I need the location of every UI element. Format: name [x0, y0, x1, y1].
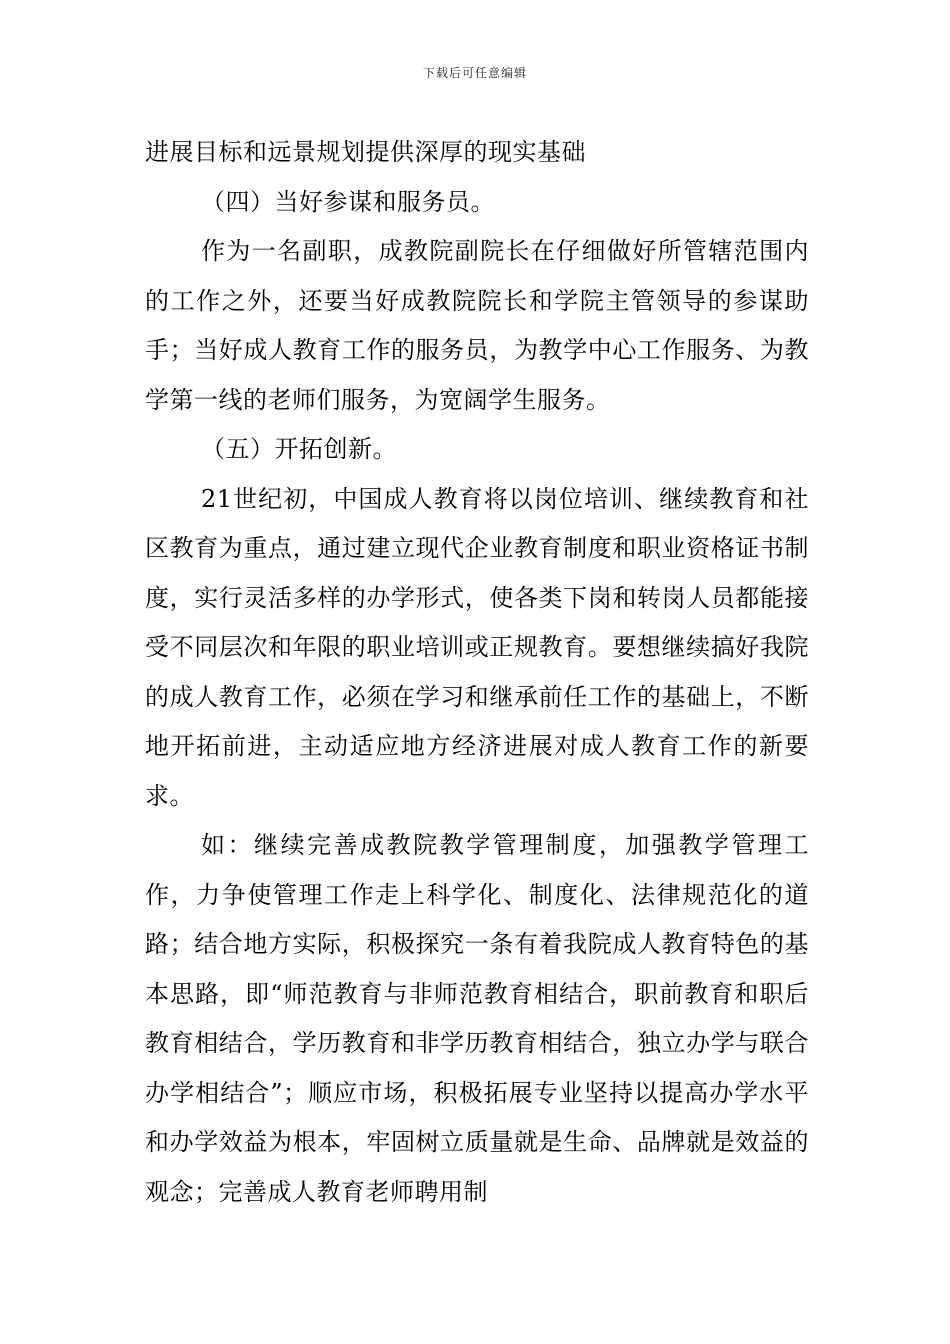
- section-heading-5: （五）开拓创新。: [201, 435, 397, 463]
- page-header-note: 下载后可任意编辑: [422, 66, 527, 80]
- paragraph-example: 如：继续完善成教院教学管理制度，加强教学管理工作，力争使管理工作走上科学化、制度化、法律规范化的道路；结合地方实际，积极探究一条有着我院成人教育特色的基本思路，即“师范教育与非师范教育相结合，职前教育和职后教育相结合，学历教育和非学历教育相结合，独立办学与联合办学相结合”；顺应市场，积极拓展专业坚持以提高办学水平和办学效益为根本，牢固树立质量就是生命、品牌就是效益的观念；完善成人教育老师聘用制: [145, 831, 809, 1206]
- paragraph-innovation: 21世纪初，中国成人教育将以岗位培训、继续教育和社区教育为重点，通过建立现代企业教育制度和职业资格证书制度，实行灵活多样的办学形式，使各类下岗和转岗人员都能接受不同层次和年限的职业培训或正规教育。要想继续搞好我院的成人教育工作，必须在学习和继承前任工作的基础上，不断地开拓前进，主动适应地方经济进展对成人教育工作的新要求。: [145, 484, 809, 810]
- section-heading-4: （四）当好参谋和服务员。: [201, 187, 495, 216]
- paragraph-continuation: 进展目标和远景规划提供深厚的现实基础: [145, 138, 586, 166]
- document-body: [145, 128, 809, 1217]
- paragraph-role: 作为一名副职，成教院副院长在仔细做好所管辖范围内的工作之外，还要当好成教院院长和学院主管领导的参谋助手；当好成人教育工作的服务员，为教学中心工作服务、为教学第一线的老师们服务，为宽阔学生服务。: [145, 237, 809, 414]
